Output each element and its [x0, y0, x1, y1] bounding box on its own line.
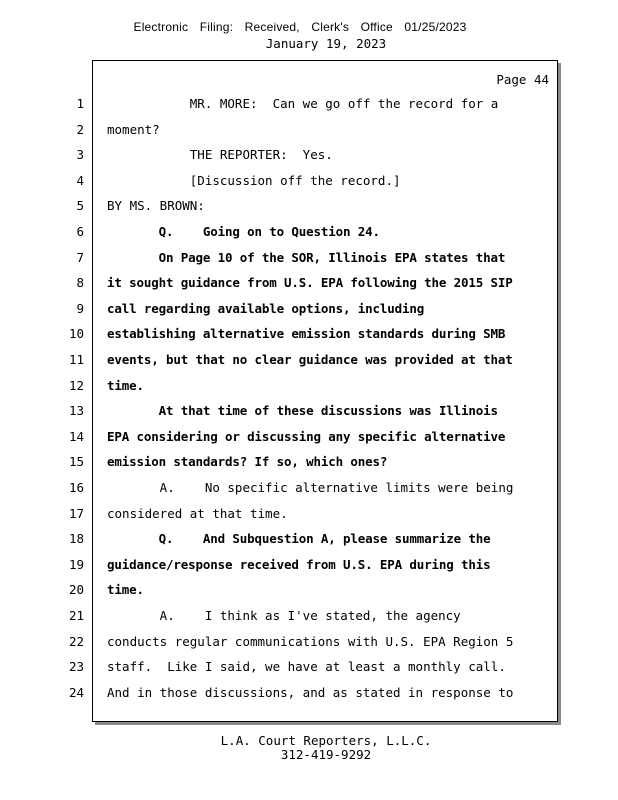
- line-text: emission standards? If so, which ones?: [107, 454, 388, 470]
- line-text: considered at that time.: [107, 505, 288, 521]
- line-text: it sought guidance from U.S. EPA following the 2015 SIP: [107, 275, 513, 291]
- line-text: MR. MORE: Can we go off the record for a: [107, 96, 499, 111]
- line-number: 10: [68, 326, 84, 342]
- line-text: events, but that no clear guidance was provided at that: [107, 352, 513, 367]
- line-text: On Page 10 of the SOR, Illinois EPA states that: [107, 249, 506, 265]
- filing-stamp: Electronic Filing: Received, Clerk's Office 01/25/2023: [133, 20, 467, 34]
- line-number: 21: [68, 608, 84, 623]
- line-number: 22: [68, 633, 84, 649]
- line-number: 13: [68, 403, 84, 419]
- line-number: 3: [76, 147, 84, 163]
- deposition-date: January 19, 2023: [265, 36, 387, 51]
- line-number: 12: [68, 377, 84, 393]
- reporter-phone: 312-419-9292: [280, 747, 372, 762]
- line-text: BY MS. BROWN:: [107, 198, 205, 214]
- line-number: 17: [68, 505, 84, 521]
- line-text: staff. Like I said, we have at least a monthly call.: [107, 659, 506, 675]
- page-number: Page 44: [496, 72, 549, 87]
- line-number: 4: [76, 172, 84, 188]
- line-text: And in those discussions, and as stated in response to: [107, 684, 514, 700]
- line-number: 6: [76, 224, 84, 239]
- line-number: 2: [76, 121, 84, 137]
- line-text: Q. And Subquestion A, please summarize the: [107, 531, 491, 547]
- line-number: 20: [68, 582, 84, 598]
- line-number: 7: [76, 249, 84, 265]
- line-text: guidance/response received from U.S. EPA during this: [107, 556, 491, 572]
- reporter-company: L.A. Court Reporters, L.L.C.: [220, 733, 432, 748]
- line-text: call regarding available options, including: [107, 300, 425, 316]
- line-number: 23: [68, 659, 84, 675]
- line-text: time.: [107, 582, 144, 598]
- line-number: 18: [68, 531, 84, 547]
- line-number: 9: [76, 300, 84, 316]
- line-text: [Discussion off the record.]: [107, 172, 401, 188]
- line-text: moment?: [107, 121, 160, 137]
- line-number: 8: [76, 275, 84, 291]
- line-number: 14: [68, 428, 84, 444]
- line-text: conducts regular communications with U.S. EPA Region 5: [107, 633, 514, 649]
- line-number: 1: [76, 96, 84, 111]
- line-text: A. No specific alternative limits were being: [107, 480, 514, 495]
- line-number: 24: [68, 684, 84, 700]
- line-number: 16: [68, 480, 84, 495]
- line-text: At that time of these discussions was Illinois: [107, 403, 498, 419]
- line-text: time.: [107, 377, 144, 393]
- line-number: 11: [68, 352, 84, 367]
- line-text: THE REPORTER: Yes.: [107, 147, 333, 163]
- line-number: 5: [76, 198, 84, 214]
- line-number: 19: [68, 556, 84, 572]
- line-text: Q. Going on to Question 24.: [107, 224, 380, 239]
- line-text: EPA considering or discussing any specific alternative: [107, 428, 506, 444]
- line-text: establishing alternative emission standards during SMB: [107, 326, 506, 342]
- line-text: A. I think as I've stated, the agency: [107, 608, 461, 623]
- line-number: 15: [68, 454, 84, 470]
